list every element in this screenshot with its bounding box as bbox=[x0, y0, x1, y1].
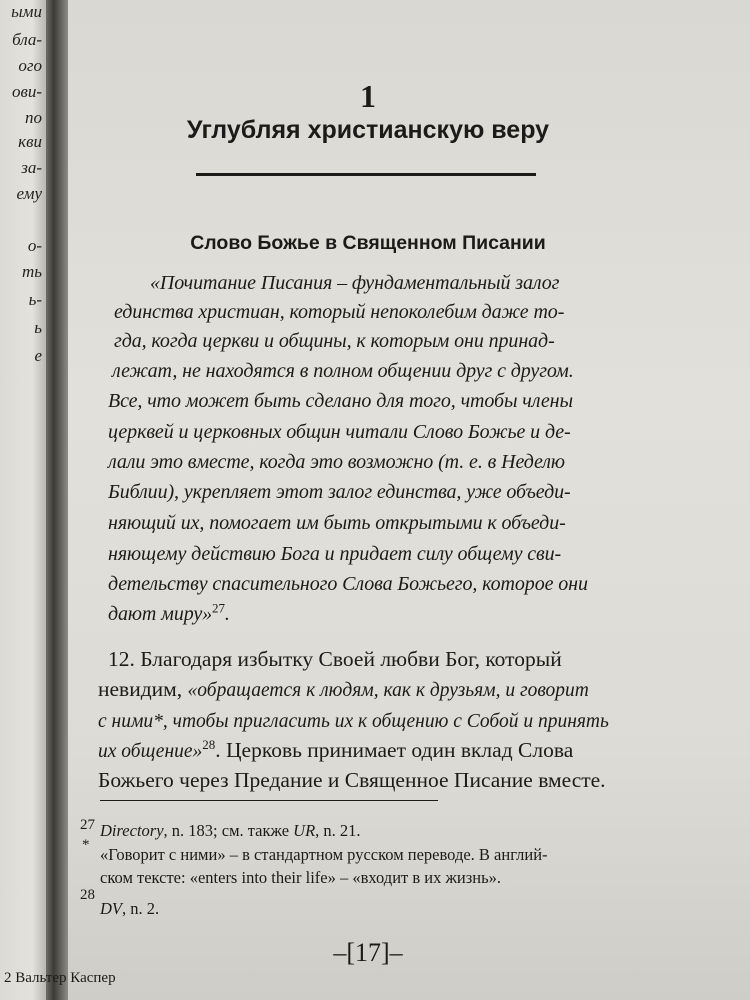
chapter-number: 1 bbox=[360, 78, 376, 114]
quote-line: единства христиан, который непоколебим даже то- bbox=[114, 301, 565, 323]
chapter-title: Углубляя христианскую веру bbox=[186, 116, 550, 144]
facing-text: ого bbox=[18, 56, 42, 75]
facing-text: о- bbox=[27, 236, 42, 255]
facing-text: ыми bbox=[11, 2, 42, 21]
quote-line: церквей и церковных общин читали Слово Божье и де- bbox=[108, 421, 571, 443]
facing-page-fragment bbox=[0, 0, 46, 1000]
footnote-28 bbox=[100, 899, 159, 919]
paragraph-quote: «обращается к людям, как к друзьям, и говорит bbox=[187, 680, 589, 701]
facing-text: кви bbox=[18, 132, 42, 151]
footnote-text: , n. 2. bbox=[122, 899, 160, 918]
paragraph-line: 12. Благодаря избытку Своей любви Бог, который bbox=[108, 647, 562, 671]
footnote-star-line: ском тексте: «enters into their life» – «входит в их жизнь». bbox=[100, 868, 501, 887]
quote-line: лежат, не находятся в полном общении друг с другом. bbox=[112, 360, 574, 382]
footnote-divider bbox=[100, 800, 438, 801]
book-gutter bbox=[46, 0, 68, 1000]
facing-text: ови- bbox=[11, 82, 42, 101]
footnote-ref-27: 27 bbox=[212, 600, 225, 616]
quote-last-line: дают миру» bbox=[108, 603, 213, 625]
paragraph-line: Божьего через Предание и Священное Писание вместе. bbox=[98, 768, 606, 792]
paragraph-text: . Церковь принимает один вклад Слова bbox=[215, 738, 574, 762]
footnote-ref-28: 28 bbox=[202, 736, 216, 752]
paragraph-line bbox=[98, 677, 589, 702]
quote-line: Библии), укрепляет этот залог единства, уже объеди- bbox=[108, 481, 571, 503]
facing-text: ть bbox=[21, 262, 42, 281]
facing-text: за- bbox=[21, 158, 42, 177]
quote-line: «Почитание Писания – фундаментальный залог bbox=[150, 272, 560, 294]
paragraph-quote: с ними*, чтобы пригласить их к общению с Собой и принять bbox=[98, 711, 609, 732]
facing-text: ему bbox=[16, 184, 42, 203]
signature-mark: 2 Вальтер Каспер bbox=[4, 970, 116, 986]
footnote-27 bbox=[100, 821, 361, 841]
paragraph-line bbox=[98, 738, 573, 763]
footnote-marker: 28 bbox=[80, 887, 95, 903]
footnote-source: UR bbox=[293, 821, 316, 840]
title-underline bbox=[196, 173, 536, 176]
quote-line: дают миру»$^{27}$. bbox=[108, 600, 230, 625]
quote-line: няющий их, помогает им быть открытыми к объеди- bbox=[108, 512, 566, 534]
footnote-source: Directory bbox=[100, 821, 164, 840]
section-title: Слово Божье в Священном Писании bbox=[190, 232, 546, 254]
quote-line: гда, когда церкви и общины, к которым они принад- bbox=[114, 330, 555, 352]
facing-text: по bbox=[25, 108, 42, 127]
footnote-marker: 27 bbox=[80, 817, 95, 833]
facing-text: ь bbox=[34, 318, 42, 337]
quote-line: Все, что может быть сделано для того, чтобы члены bbox=[108, 390, 573, 412]
book-page bbox=[68, 0, 750, 1000]
quote-line: няющему действию Бога и придает силу общему сви- bbox=[108, 543, 562, 565]
facing-text: е bbox=[34, 346, 42, 365]
paragraph-quote: их общение» bbox=[98, 741, 203, 762]
facing-text: ь- bbox=[28, 290, 42, 309]
paragraph-line bbox=[98, 708, 609, 733]
page-number: –[17]– bbox=[333, 938, 403, 967]
quote-line: лали это вместе, когда это возможно (т. е. в Неделю bbox=[108, 451, 565, 473]
footnote-text: , n. 21. bbox=[315, 821, 361, 840]
footnote-source: DV bbox=[100, 899, 122, 918]
quote-line: детельству спасительного Слова Божьего, которое они bbox=[108, 573, 588, 595]
paragraph-text: невидим, bbox=[98, 677, 188, 701]
footnote-marker: * bbox=[82, 837, 90, 853]
footnote-star-line: «Говорит с ними» – в стандартном русском переводе. В англий- bbox=[100, 845, 548, 864]
footnote-text: , n. 183; см. также bbox=[163, 821, 294, 840]
facing-text: бла- bbox=[12, 30, 42, 49]
